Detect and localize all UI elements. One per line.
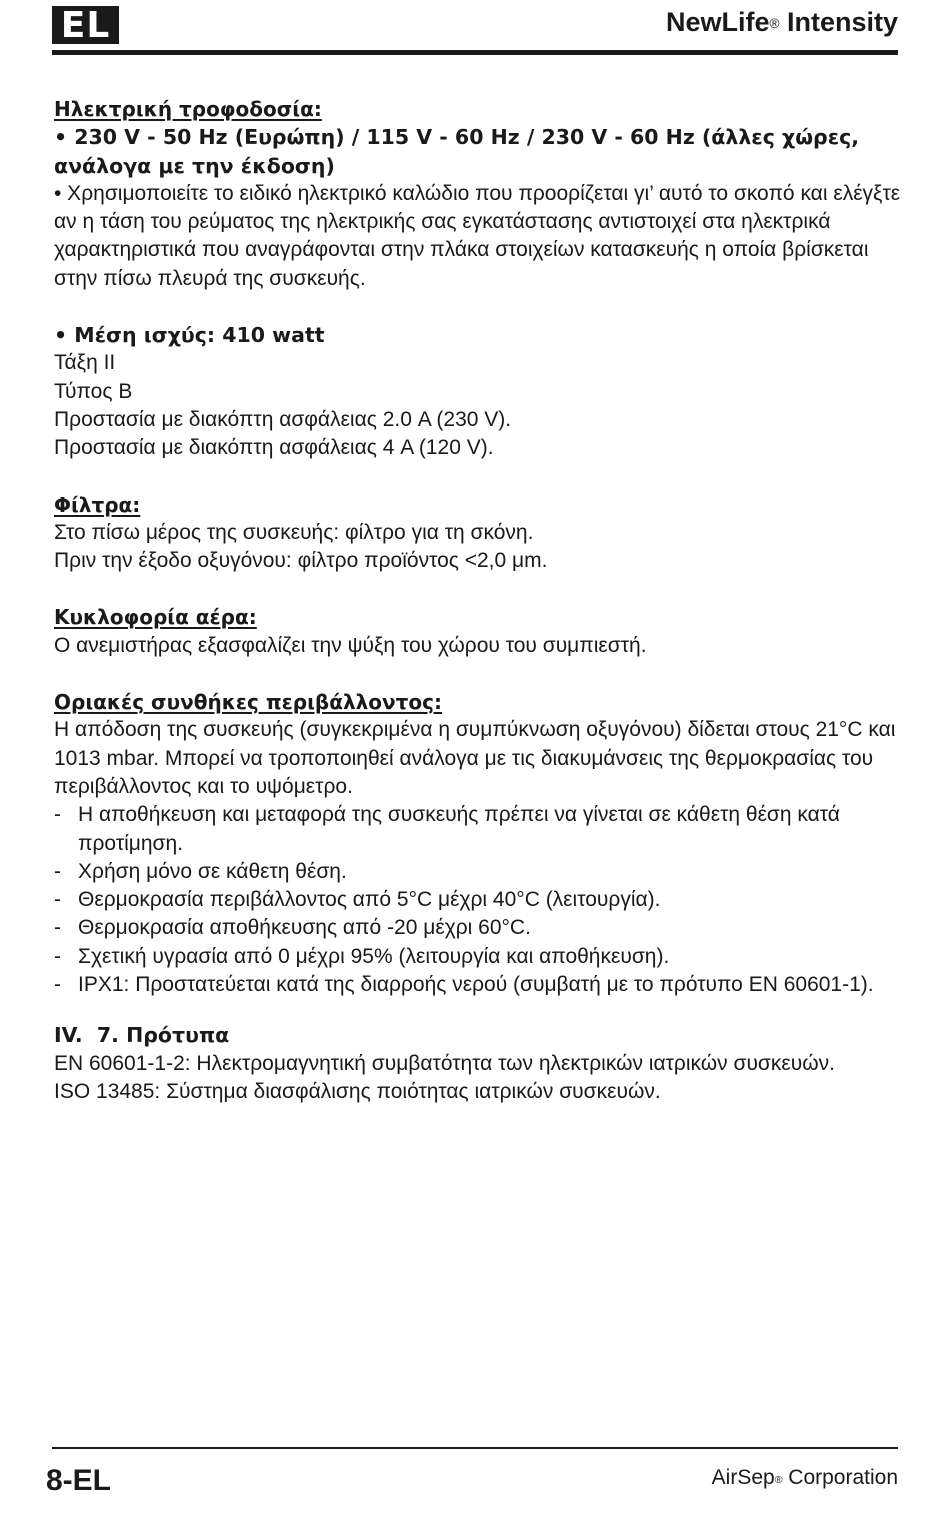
- power-average: • Μέση ισχύς: 410 watt: [54, 323, 325, 348]
- standards-line-2: ISO 13485: Σύστημα διασφάλισης ποιότητας ιατρικών συσκευών.: [54, 1079, 661, 1103]
- footer-divider: [52, 1447, 898, 1449]
- standards-section: [54, 1021, 904, 1106]
- list-item: - Θερμοκρασία περιβάλλοντος από 5°C μέχρι 40°C (λειτουργία).: [54, 886, 904, 914]
- list-item: - Χρήση μόνο σε κάθετη θέση.: [54, 858, 904, 886]
- environment-heading: Οριακές συνθήκες περιβάλλοντος:: [54, 690, 443, 715]
- air-line-1: Ο ανεμιστήρας εξασφαλίζει την ψύξη του χώρου του συμπιεστή.: [54, 633, 647, 657]
- list-item: - Θερμοκρασία αποθήκευσης από -20 μέχρι 60°C.: [54, 914, 904, 942]
- company-suffix: Corporation: [782, 1466, 898, 1489]
- power-voltage: • 230 V - 50 Hz (Ευρώπη) / 115 V - 60 Hz / 230 V - 60 Hz (άλλες χώρες, ανάλογα με την έκδοση): [54, 125, 860, 178]
- list-item: - Σχετική υγρασία από 0 μέχρι 95% (λειτουργία και αποθήκευση).: [54, 943, 904, 971]
- page-number: 8-EL: [46, 1464, 112, 1497]
- document-body: [54, 95, 904, 1106]
- language-badge: EL: [52, 6, 119, 44]
- power-type: Τύπος B: [54, 379, 133, 403]
- air-section: [54, 603, 904, 660]
- product-title: [666, 6, 898, 38]
- power-fuse-230: Προστασία με διακόπτη ασφάλειας 2.0 A (230 V).: [54, 407, 512, 431]
- standards-title: IV. 7. Πρότυπα: [54, 1023, 230, 1048]
- filters-line-2: Πριν την έξοδο οξυγόνου: φίλτρο προϊόντος <2,0 μm.: [54, 549, 548, 573]
- power-cable-note: • Χρησιμοποιείτε το ειδικό ηλεκτρικό καλώδιο που προορίζεται γι’ αυτό το σκοπό και ελέγξτε αν η τάση του ρεύματος της ηλεκτρικής σας εγκατάστασης αντιστοιχεί στα ηλεκτρικά χαρακτηριστικά που αναγράφονται στην πλάκα στοιχείων κατασκευής η οποία βρίσκεται στην πίσω πλευρά της συσκευής.: [54, 181, 901, 290]
- header-divider: [52, 50, 898, 55]
- list-item: - IPX1: Προστατεύεται κατά της διαρροής νερού (συμβατή με το πρότυπο EN 60601-1).: [54, 971, 904, 999]
- power-heading: Ηλεκτρική τροφοδοσία:: [54, 97, 322, 121]
- power-class: Τάξη II: [54, 351, 116, 375]
- power-fuse-120: Προστασία με διακόπτη ασφάλειας 4 A (120 V).: [54, 436, 494, 460]
- environment-list: [54, 801, 904, 999]
- company-registered-mark: ®: [774, 1474, 783, 1486]
- registered-mark: ®: [769, 16, 780, 31]
- standards-line-1: EN 60601-1-2: Ηλεκτρομαγνητική συμβατότητα των ηλεκτρικών ιατρικών συσκευών.: [54, 1051, 835, 1075]
- product-name: NewLife: [665, 7, 770, 37]
- filters-line-1: Στο πίσω μέρος της συσκευής: φίλτρο για τη σκόνη.: [54, 520, 534, 544]
- environment-intro: Η απόδοση της συσκευής (συγκεκριμένα η συμπύκνωση οξυγόνου) δίδεται στους 21°C και 1013 mbar. Μπορεί να τροποποιηθεί ανάλογα με τις διακυμάνσεις της θερμοκρασίας του περιβάλλοντος και το υψόμετρο.: [54, 718, 896, 798]
- environment-section: [54, 688, 904, 999]
- company-brand: AirSep: [711, 1466, 775, 1489]
- air-heading: Κυκλοφορία αέρα:: [54, 605, 257, 630]
- page-header: [52, 0, 898, 56]
- company-name: [712, 1465, 898, 1491]
- power-section: [54, 95, 904, 463]
- filters-section: [54, 491, 904, 576]
- product-model: Intensity: [779, 7, 898, 37]
- list-item: - Η αποθήκευση και μεταφορά της συσκευής πρέπει να γίνεται σε κάθετη θέση κατά προτίμηση.: [54, 801, 904, 858]
- filters-heading: Φίλτρα:: [54, 492, 141, 517]
